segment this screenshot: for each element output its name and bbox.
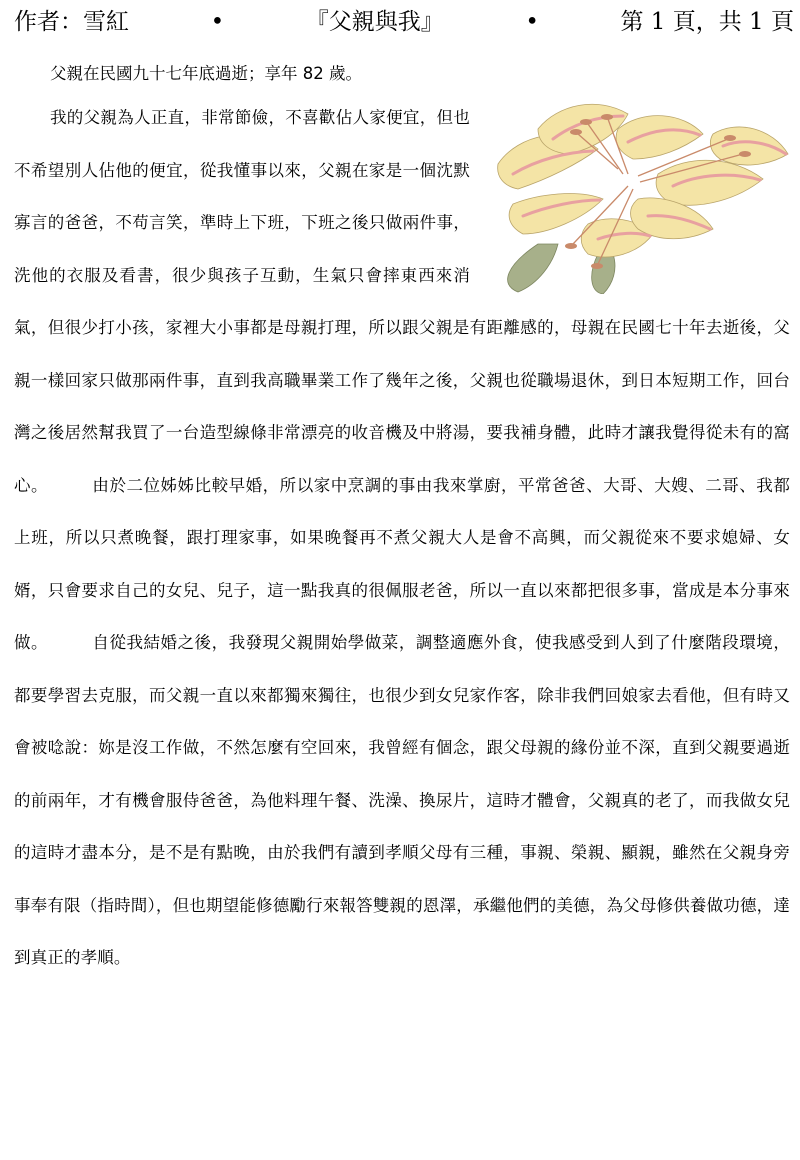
paragraph: 自從我結婚之後，我發現父親開始學做菜，調整適應外食，使我感受到人到了什麼階段環境，都要學習去克服，而父親一直以來都獨來獨往，也很少到女兒家作客，除非我們回娘家去看他，但有時又會被唸說：妳是沒工作做，不然怎麼有空回來，我曾經有個念，跟父母親的緣份並不深，直到父親要過逝的前兩年，才有機會服侍爸爸，為他料理午餐、洗澡、換尿片，這時才體會，父親真的老了，而我做女兒的這時才盡本分，是不是有點晚，由於我們有讀到孝順父母有三種，事親、榮親、顯親，雖然在父親身旁事奉有限（指時間），但也期望能修德勵行來報答雙親的恩澤，承繼他們的美德，為父母修供養做功德，達到真正的孝順。 [14, 633, 790, 967]
header-separator: • [210, 9, 225, 35]
paragraph: 由於二位姊姊比較早婚，所以家中烹調的事由我來掌廚，平常爸爸、大哥、大嫂、二哥、我都上班，所以只煮晚餐，跟打理家事，如果晚餐再不煮父親大人是會不高興，而父親從來不要求媳婦、女婿，只會要求自己的女兒、兒子，這一點我真的很佩服老爸，所以一直以來都把很多事，當成是本分事來做。 [14, 475, 790, 652]
page-info: 第 1 頁，共 1 頁 [620, 9, 794, 35]
author-label: 作者：雪紅 [14, 9, 129, 35]
header-separator: • [525, 9, 539, 35]
page-header [14, 4, 794, 40]
intro-line: 父親在民國九十七年底過逝；享年 82 歲。 [50, 64, 362, 83]
paragraph: 我的父親為人正直，非常節儉，不喜歡佔人家便宜，但也不希望別人佔他的便宜，從我懂事以來，父親在家是一個沈默寡言的爸爸，不苟言笑，準時上下班，下班之後只做兩件事，洗他的衣服及看書，很少與孩子互動，生氣只會摔東西來消氣，但很少打小孩，家裡大小事都是母親打理，所以跟父親是有距離感的，母親在民國七十年去逝後，父親一樣回家只做那兩件事，直到我高職畢業工作了幾年之後，父親也從職場退休，到日本短期工作，回台灣之後居然幫我買了一台造型線條非常漂亮的收音機及中將湯，要我補身體，此時才讓我覺得從未有的窩心。 [14, 108, 790, 495]
document-title: 『父親與我』 [305, 9, 444, 35]
lily-flower-icon [478, 94, 790, 294]
document-body [14, 56, 790, 985]
